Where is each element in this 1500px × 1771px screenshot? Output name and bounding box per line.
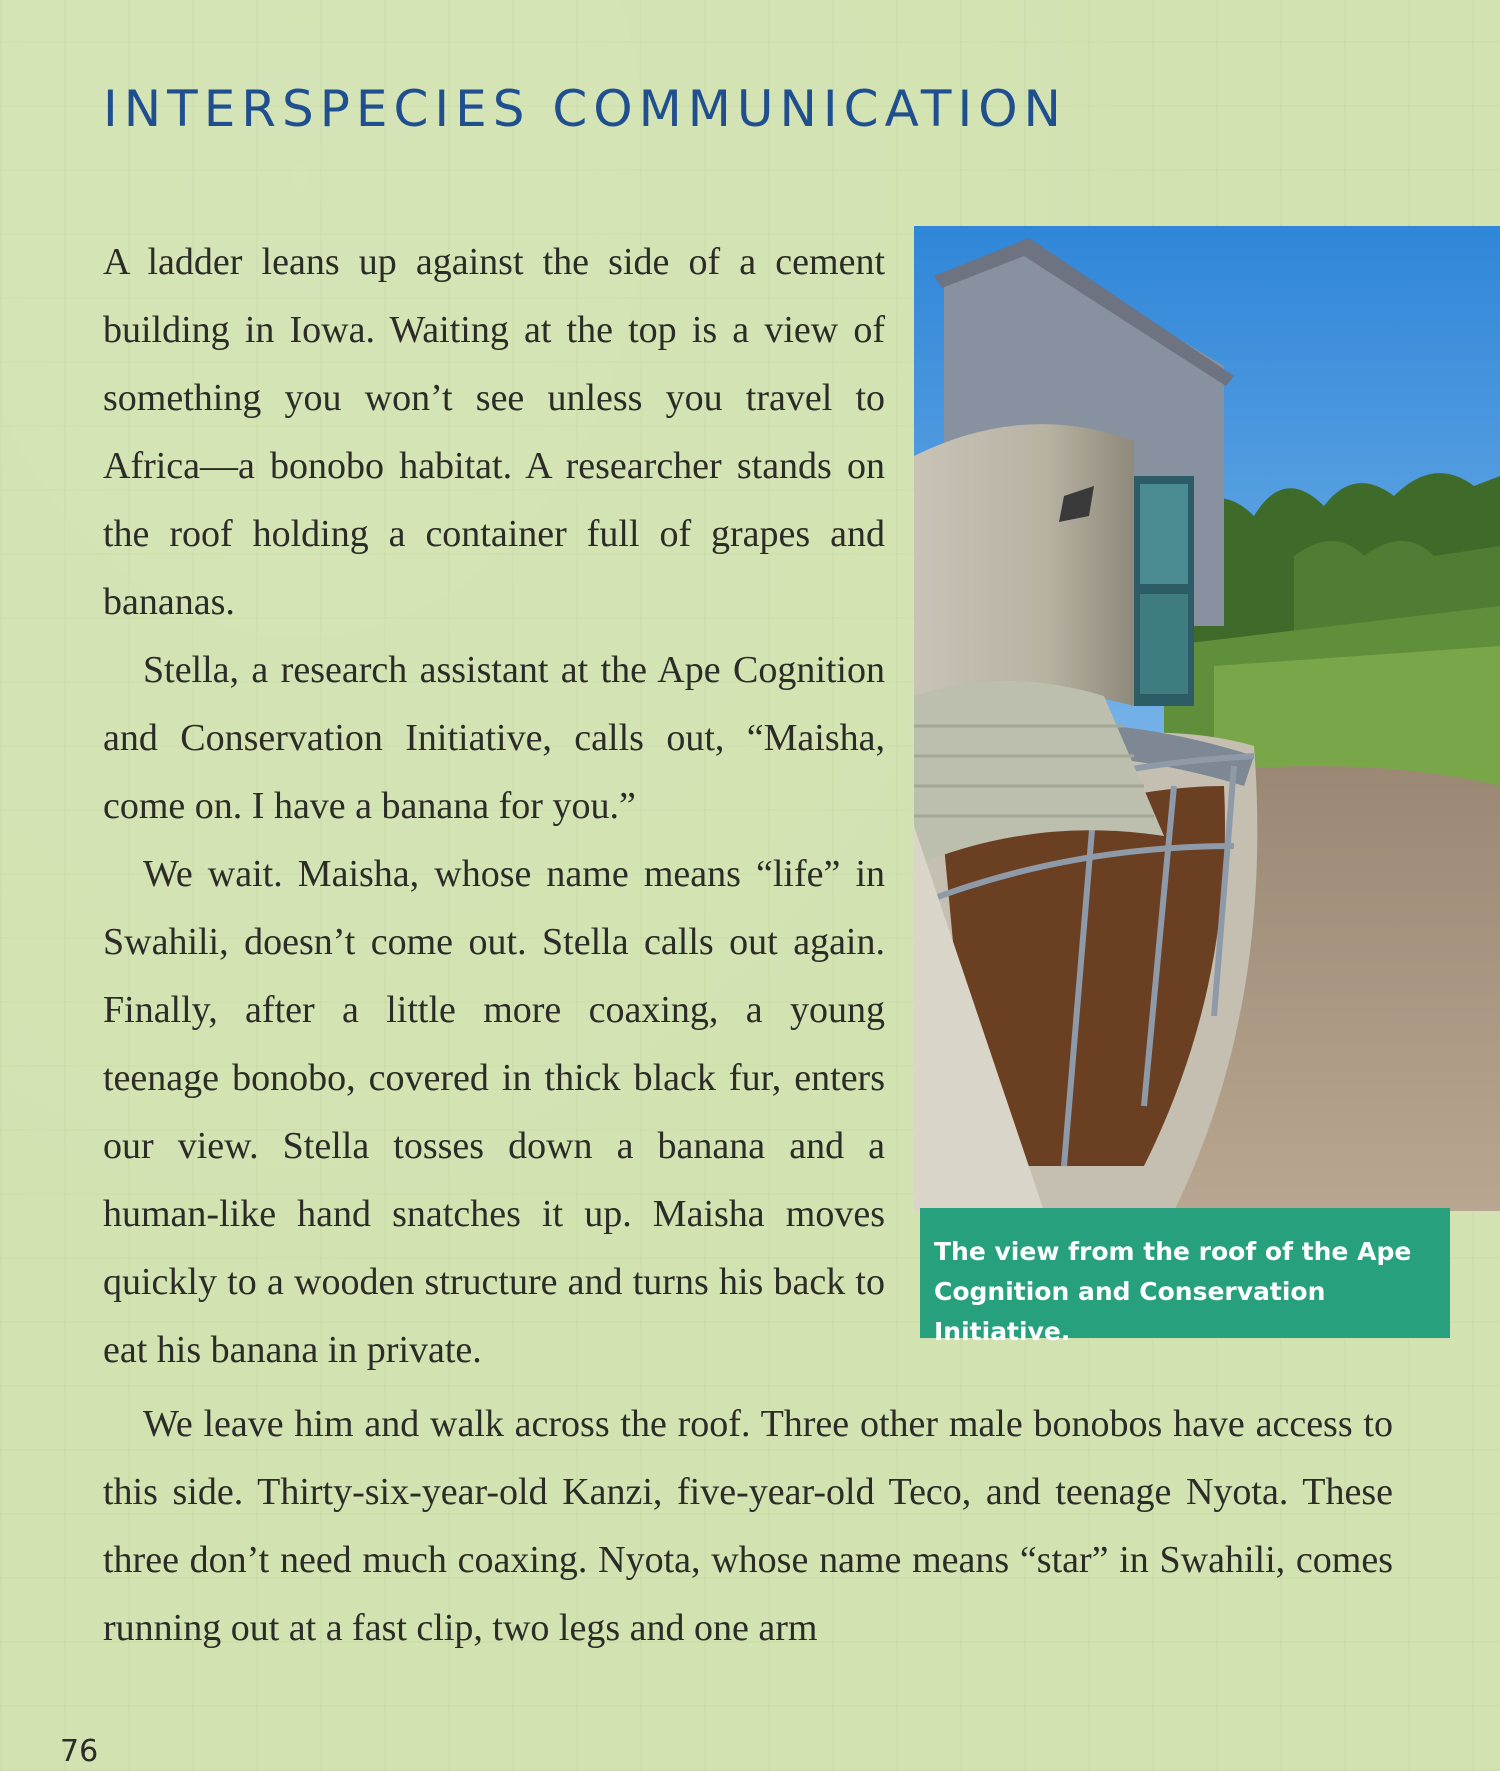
body-column <box>103 228 885 1384</box>
paragraph-1: A ladder leans up against the side of a cement building in Iowa. Waiting at the top is a view of something you won’t see unless you travel to Africa—a bonobo habitat. A researcher stands on the roof holding a container full of grapes and bananas. <box>103 241 885 623</box>
paragraph-4: We leave him and walk across the roof. Three other male bonobos have access to this side. Thirty-six-year-old Kanzi, five-year-old Teco, and teenage Nyota. These three don’t need much coaxing. Nyota, whose name means “star” in Swahili, comes running out at a fast clip, two legs and one arm <box>103 1403 1393 1649</box>
chapter-heading: INTERSPECIES COMMUNICATION <box>103 80 1067 138</box>
full-width-text <box>103 1390 1393 1662</box>
page-number: 76 <box>60 1734 99 1769</box>
paragraph-2: Stella, a research assistant at the Ape Cognition and Conservation Initiative, calls out, “Maisha, come on. I have a banana for you.” <box>103 649 885 827</box>
roof-view-photo <box>914 226 1500 1211</box>
photo-caption: The view from the roof of the Ape Cognition and Conservation Initiative. <box>920 1208 1450 1338</box>
paragraph-3: We wait. Maisha, whose name means “life” in Swahili, doesn’t come out. Stella calls out again. Finally, after a little more coaxing, a young teenage bonobo, covered in thick black fur, enters our view. Stella tosses down a banana and a human-like hand snatches it up. Maisha moves quickly to a wooden structure and turns his back to eat his banana in private. <box>103 853 885 1371</box>
